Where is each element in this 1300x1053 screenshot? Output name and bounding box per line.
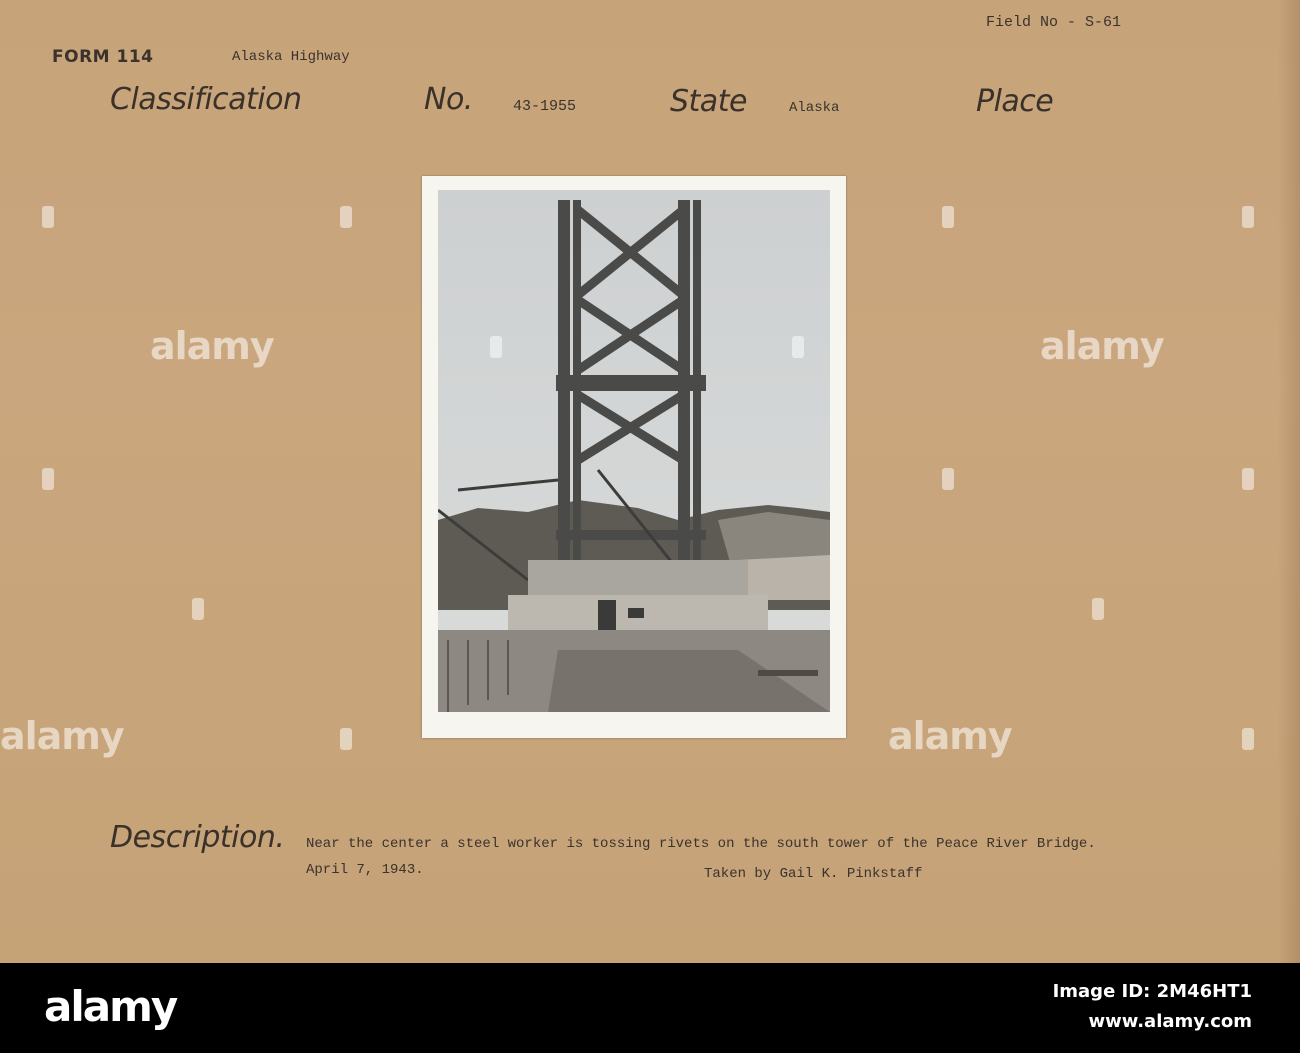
watermark-bottom-left: alamy — [0, 714, 124, 758]
image-id: Image ID: 2M46HT1 — [1052, 981, 1252, 1002]
classification-label: Classification — [110, 82, 302, 117]
description-text: Near the center a steel worker is tossing rivets on the south tower of the Peace River Bridge. — [306, 836, 1096, 852]
watermark-dot — [1242, 728, 1254, 750]
field-number: Field No - S-61 — [986, 14, 1122, 31]
watermark-dot — [942, 468, 954, 490]
photographer-credit: Taken by Gail K. Pinkstaff — [704, 866, 923, 882]
watermark-dot — [192, 598, 204, 620]
watermark-left: alamy — [150, 324, 274, 368]
watermark-dot — [1242, 468, 1254, 490]
number-value: 43-1955 — [513, 98, 577, 115]
watermark-dot — [340, 728, 352, 750]
bridge-tower-photo — [438, 190, 830, 712]
bridge-tower-illustration — [438, 190, 830, 712]
description-date: April 7, 1943. — [306, 862, 424, 878]
svg-text:alamy: alamy — [44, 982, 177, 1031]
watermark-dot — [340, 206, 352, 228]
watermark-dot — [42, 468, 54, 490]
watermark-dot — [792, 336, 804, 358]
state-label: State — [670, 84, 747, 119]
place-label: Place — [976, 84, 1054, 119]
alamy-logo — [44, 977, 184, 1037]
site-url[interactable]: www.alamy.com — [1088, 1011, 1252, 1032]
stock-footer-bar — [0, 963, 1300, 1053]
watermark-dot — [1092, 598, 1104, 620]
watermark-dot — [42, 206, 54, 228]
state-value: Alaska — [789, 100, 840, 116]
description-label: Description. — [110, 820, 285, 855]
watermark-right: alamy — [1040, 324, 1164, 368]
watermark-dot — [490, 336, 502, 358]
watermark-bottom-right: alamy — [888, 714, 1012, 758]
form-number: FORM 114 — [52, 47, 154, 67]
project-name: Alaska Highway — [232, 49, 350, 65]
photo-mount — [422, 176, 846, 738]
number-label: No. — [424, 82, 473, 117]
watermark-dot — [942, 206, 954, 228]
watermark-dot — [1242, 206, 1254, 228]
